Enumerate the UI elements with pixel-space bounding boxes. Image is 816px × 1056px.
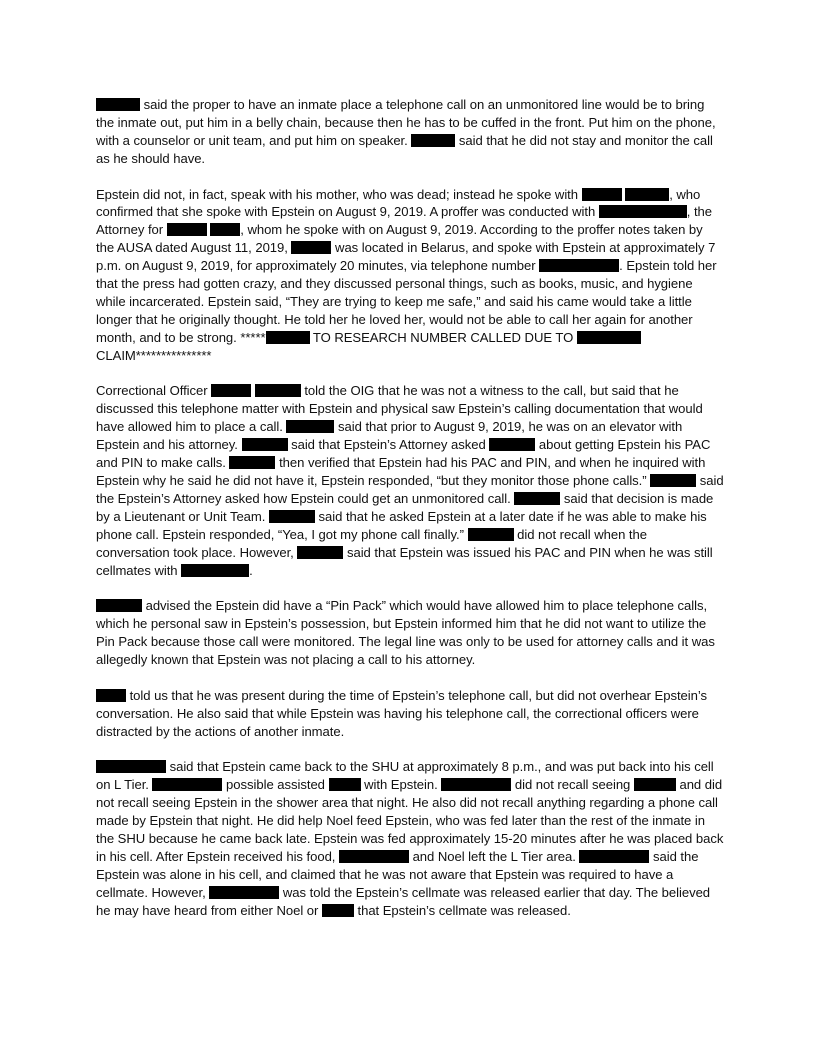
paragraph [96,382,724,579]
paragraph [96,758,724,919]
paragraph-text: with Epstein. [360,777,442,793]
paragraph-text: Correctional Officer [96,383,212,399]
redaction-box [489,438,535,451]
redaction-box [514,492,560,505]
redaction-box [167,223,207,236]
redaction-box [579,850,649,863]
redaction-box [577,331,641,344]
paragraph-text: , the Attorney for [96,204,713,238]
redaction-box [96,599,142,612]
paragraph-text: was told the Epstein’s cellmate was released earlier that day. The believed he may have heard from either Noel or [96,884,711,918]
paragraph-text: said that Epstein was issued his PAC and PIN when he was still cellmates with [96,544,713,578]
paragraph-text: said the Epstein was alone in his cell, and claimed that he was not aware that Epstein was required to have a cellmate. However, [96,848,699,900]
redaction-box [411,134,455,147]
paragraph-text: said the proper to have an inmate place a telephone call on an unmonitored line would be to bring the inmate out, put him in a belly chain, because then he has to be cuffed in the front. Put him on the phone, with a counselor or unit team, and put him on speaker. [96,97,716,148]
paragraph-text: about getting Epstein his PAC and PIN to make calls. [96,437,711,471]
paragraph-text: Epstein did not, in fact, speak with his mother, who was dead; instead he spoke with [96,186,582,202]
redaction-box [441,778,511,791]
redaction-box [152,778,222,791]
paragraph-text: . [249,562,253,578]
redaction-box [211,384,251,397]
redaction-box [242,438,288,451]
paragraph-text: CLAIM*************** [96,347,212,363]
redaction-box [181,564,249,577]
paragraph [96,687,724,741]
redaction-box [255,384,301,397]
redaction-box [297,546,343,559]
paragraph-text: said that he asked Epstein at a later date if he was able to make his phone call. Epstein responded, “Yea, I got my phone call finally.” [96,508,707,542]
redaction-box [291,241,331,254]
paragraph [96,186,724,365]
redaction-box [269,510,315,523]
paragraph-text: told the OIG that he was not a witness to the call, but said that he discussed this telephone matter with Epstein and physical saw Epstein’s calling documentation that would have allowed him to place a call. [96,383,703,435]
redaction-box [286,420,334,433]
paragraph-text: that Epstein’s cellmate was released. [353,902,571,918]
redaction-box [650,474,696,487]
redaction-box [96,760,166,773]
paragraph-text: said that prior to August 9, 2019, he was on an elevator with Epstein and his attorney. [96,419,683,453]
redaction-box [322,904,354,917]
paragraph-text: said that decision is made by a Lieutenant or Unit Team. [96,490,714,524]
paragraph-text: did not recall seeing [511,777,634,793]
paragraph-text: TO RESEARCH NUMBER CALLED DUE TO [309,329,577,345]
paragraph-text: , whom he spoke with on August 9, 2019. According to the proffer notes taken by the AUSA dated August 11, 2019, [96,222,703,256]
paragraph-text: . Epstein told her that the press had gotten crazy, and they discussed personal things, such as books, music, and hygiene while incarcerated. Epstein said, “They are trying to keep me safe,” and said his came would take a little longer that he originally thought. He told her he loved her, would not be able to call her again for another month, and to be strong. ***** [96,258,717,345]
redaction-box [329,778,361,791]
redaction-box [210,223,240,236]
paragraph-text: said that Epstein’s Attorney asked [287,437,490,453]
redaction-box [582,188,622,201]
paragraph-text: told us that he was present during the time of Epstein’s telephone call, but did not overhear Epstein’s conversation. He also said that while Epstein was having his telephone call, the correctional officers were distracted by the actions of another inmate. [96,687,707,739]
paragraph-text: said that he did not stay and monitor the call as he should have. [96,132,713,166]
paragraph-text: said the Epstein’s Attorney asked how Epstein could get an unmonitored call. [96,473,724,506]
paragraph-text: said that Epstein came back to the SHU at approximately 8 p.m., and was put back into his cell on L Tier. [96,759,714,793]
redaction-box [625,188,669,201]
redaction-box [266,331,310,344]
redaction-box [339,850,409,863]
paragraph-text: did not recall when the conversation took place. However, [96,526,647,560]
document-body [96,96,724,938]
paragraph-text: and Noel left the L Tier area. [408,848,580,864]
redaction-box [229,456,275,469]
paragraph [96,96,724,168]
redaction-box [539,259,619,272]
paragraph-text: was located in Belarus, and spoke with Epstein at approximately 7 p.m. on August 9, 2019, for approximately 20 minutes, via telephone number [96,240,716,274]
paragraph-text: then verified that Epstein had his PAC and PIN, and when he inquired with Epstein why he said he did not have it, Epstein responded, “but they monitor those phone calls.” [96,455,706,488]
paragraph-text: , who confirmed that she spoke with Epstein on August 9, 2019. A proffer was conducted with [96,186,701,220]
redaction-box [647,205,687,218]
redaction-box [209,886,279,899]
redaction-box [599,205,647,218]
paragraph-text: advised the Epstein did have a “Pin Pack” which would have allowed him to place telephone calls, which he personal saw in Epstein’s possession, but Epstein informed him that he did not want to utilize the Pin Pack because those call were monitored. The legal line was only to be used for attorney calls and it was allegedly known that Epstein was not placing a call to his attorney. [96,598,715,668]
paragraph-text: possible assisted [222,777,329,793]
paragraph-text: and did not recall seeing Epstein in the shower area that night. He also did not recall anything regarding a phone call made by Epstein that night. He did help Noel feed Epstein, who was fed later than the rest of the inmate in the SHU because he came back late. Epstein was fed approximately 15-20 minutes after he was placed back in his cell. After Epstein received his food, [96,777,724,864]
redaction-box [634,778,676,791]
paragraph [96,597,724,669]
redaction-box [96,98,140,111]
redaction-box [468,528,514,541]
redaction-box [96,689,126,702]
